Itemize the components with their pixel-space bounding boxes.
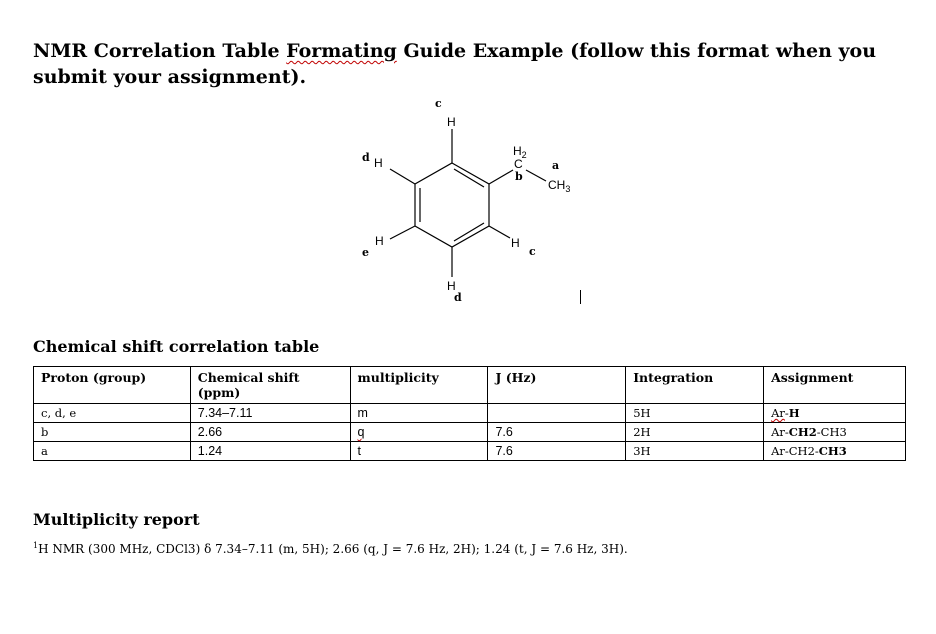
table-row	[34, 442, 906, 461]
page-title	[33, 38, 913, 90]
table-heading: Chemical shift correlation table	[33, 337, 320, 356]
label-ch2-b: b	[515, 170, 523, 183]
cell-shift: 7.34–7.11	[190, 404, 350, 423]
cell-mult: t	[350, 442, 488, 461]
multiplicity-heading: Multiplicity report	[33, 510, 200, 529]
cell-shift: 1.24	[190, 442, 350, 461]
header-integration: Integration	[626, 367, 764, 404]
title-part3: Guide Example (follow this format when you submit your assignment).	[33, 40, 877, 88]
bond-botright-h	[489, 226, 510, 238]
title-misspelled-word: Formating	[286, 40, 397, 62]
bond-topleft-h	[390, 169, 415, 184]
cell-shift: 2.66	[190, 423, 350, 442]
cell-j: 7.6	[488, 442, 626, 461]
label-ch3-a: a	[552, 159, 560, 172]
cell-mult: q	[350, 423, 488, 442]
bond-ch2-ch3	[526, 170, 546, 181]
table-header-row	[34, 367, 906, 404]
bond-botleft-h	[390, 226, 415, 239]
header-proton: Proton (group)	[34, 367, 191, 404]
atom-ch2-c: C	[514, 157, 523, 171]
atom-h-botleft: H	[375, 234, 384, 248]
table-row	[34, 423, 906, 442]
label-top-c: c	[435, 97, 442, 110]
label-bottom-d: d	[454, 291, 462, 304]
multiplicity-report-text: $^1$H NMR (300 MHz, CDCl3) δ 7.34–7.11 (m, 5H); 2.66 (q, J = 7.6 Hz, 2H); 1.24 (t, J = 7.6 Hz, 3H).	[33, 541, 628, 556]
cell-proton: c, d, e	[34, 404, 191, 423]
cell-integration: 5H	[626, 404, 764, 423]
atom-h-topleft: H	[374, 156, 383, 170]
cell-proton: b	[34, 423, 191, 442]
molecule-drawing	[330, 95, 610, 310]
text-cursor	[580, 290, 581, 304]
label-botleft-e: e	[362, 246, 369, 259]
cell-mult: m	[350, 404, 488, 423]
ethylbenzene-structure	[330, 95, 610, 310]
cell-j	[488, 404, 626, 423]
header-multiplicity: multiplicity	[350, 367, 488, 404]
cell-j: 7.6	[488, 423, 626, 442]
cell-integration: 3H	[626, 442, 764, 461]
cell-assignment: Ar-CH2-CH3	[764, 442, 906, 461]
bond-ring-ch2	[489, 170, 513, 184]
cell-assignment: Ar-H	[764, 404, 906, 423]
atom-h-bottom: H	[447, 279, 456, 293]
atom-h-top: H	[447, 115, 456, 129]
label-topleft-d: d	[362, 151, 370, 164]
header-j: J (Hz)	[488, 367, 626, 404]
cell-integration: 2H	[626, 423, 764, 442]
atom-h-botright: H	[511, 236, 520, 250]
header-shift: Chemical shift (ppm)	[190, 367, 350, 404]
ring-outer	[415, 163, 489, 247]
title-part1: NMR Correlation Table	[33, 40, 287, 62]
table-row	[34, 404, 906, 423]
atom-ch3: $CH_3$	[548, 178, 571, 194]
cell-assignment: Ar-CH2-CH3	[764, 423, 906, 442]
label-botright-c: c	[529, 245, 536, 258]
cell-proton: a	[34, 442, 191, 461]
header-assignment: Assignment	[764, 367, 906, 404]
correlation-table	[33, 366, 906, 461]
atom-ch2-h: $H_2$	[513, 144, 527, 160]
